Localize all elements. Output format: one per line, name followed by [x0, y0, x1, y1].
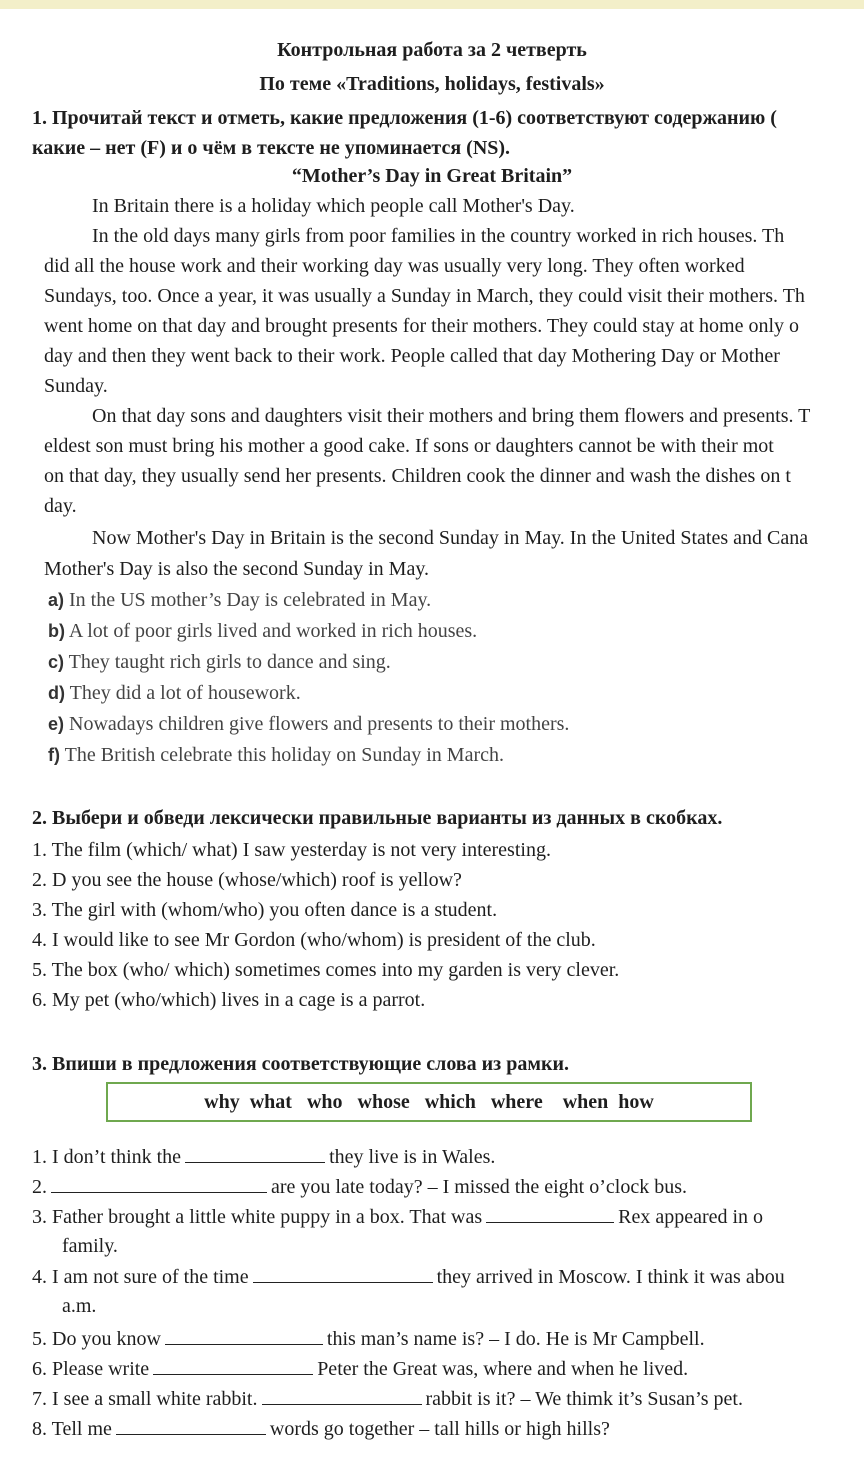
answer-blank[interactable]	[116, 1414, 266, 1435]
text-line: went home on that day and brought presents for their mothers. They could stay at home only o	[44, 315, 800, 337]
sentence-start: 5. Do you know	[32, 1328, 161, 1350]
word-box: why what who whose which where when how	[106, 1082, 752, 1122]
text-line: did all the house work and their working day was usually very long. They often worked	[44, 255, 745, 277]
text-line: Sundays, too. Once a year, it was usually a Sunday in March, they could visit their mothers. Th	[44, 285, 805, 307]
answer-blank[interactable]	[253, 1262, 433, 1283]
statement-letter: b)	[48, 621, 65, 641]
task3-item	[32, 1324, 705, 1353]
statement-letter: a)	[48, 590, 65, 610]
statement-f	[48, 741, 504, 769]
text-line: Sunday.	[44, 375, 108, 397]
text-line: Now Mother's Day in Britain is the second Sunday in May. In the United States and Cana	[92, 527, 809, 549]
task2-instruction: 2. Выбери и обведи лексически правильные варианты из данных в скобках.	[32, 807, 723, 829]
statement-text: They did a lot of housework.	[69, 682, 301, 704]
text-line: On that day sons and daughters visit their mothers and bring them flowers and presents. T	[92, 405, 811, 427]
text-line: In the old days many girls from poor families in the country worked in rich houses. Th	[92, 225, 785, 247]
task3-item	[32, 1202, 763, 1231]
sentence-end: they arrived in Moscow. I think it was abou	[436, 1266, 785, 1288]
text-line: day and then they went back to their work. People called that day Mothering Day or Mother	[44, 345, 780, 367]
task3-item	[32, 1354, 688, 1383]
text-line: on that day, they usually send her presents. Children cook the dinner and wash the dishes on t	[44, 465, 791, 487]
task3-item	[32, 1384, 743, 1413]
answer-blank[interactable]	[486, 1202, 614, 1223]
sentence-end: Rex appeared in o	[618, 1206, 764, 1228]
sentence-start: 8. Tell me	[32, 1418, 112, 1440]
task3-item	[32, 1262, 785, 1291]
task2-item: 6. My pet (who/which) lives in a cage is a parrot.	[32, 989, 426, 1011]
statement-c	[48, 648, 391, 676]
statement-text: In the US mother’s Day is celebrated in May.	[69, 589, 432, 611]
sentence-start: 2.	[32, 1176, 47, 1198]
text-line: eldest son must bring his mother a good cake. If sons or daughters cannot be with their mot	[44, 435, 774, 457]
answer-blank[interactable]	[153, 1354, 313, 1375]
sentence-end: words go together – tall hills or high hills?	[269, 1418, 610, 1440]
answer-blank[interactable]	[165, 1324, 323, 1345]
statement-d	[48, 679, 301, 707]
sentence-start: 6. Please write	[32, 1358, 150, 1380]
answer-blank[interactable]	[185, 1142, 325, 1163]
task1-instruction-cont: какие – нет (F) и о чём в тексте не упоминается (NS).	[32, 137, 511, 159]
worksheet-topic: По теме «Traditions, holidays, festivals»	[259, 73, 605, 95]
task2-item: 5. The box (who/ which) sometimes comes into my garden is very clever.	[32, 959, 620, 981]
sentence-end: rabbit is it? – We thimk it’s Susan’s pet.	[425, 1388, 743, 1410]
statement-letter: c)	[48, 652, 65, 672]
task3-item-cont: family.	[62, 1235, 118, 1257]
statement-letter: e)	[48, 714, 65, 734]
task3-instruction: 3. Впиши в предложения соответствующие слова из рамки.	[32, 1053, 570, 1075]
task2-item: 3. The girl with (whom/who) you often dance is a student.	[32, 899, 498, 921]
statement-e	[48, 710, 569, 738]
worksheet-title: Контрольная работа за 2 четверть	[277, 39, 587, 61]
statement-text: They taught rich girls to dance and sing.	[68, 651, 391, 673]
task3-item	[32, 1172, 687, 1201]
text-line: day.	[44, 495, 77, 517]
task3-item-cont: a.m.	[62, 1295, 97, 1317]
sentence-end: Peter the Great was, where and when he lived.	[317, 1358, 689, 1380]
task2-item: 1. The film (which/ what) I saw yesterday is not very interesting.	[32, 839, 551, 861]
sentence-end: they live is in Wales.	[329, 1146, 496, 1168]
sentence-start: 1. I don’t think the	[32, 1146, 182, 1168]
task2-item: 2. D you see the house (whose/which) roof is yellow?	[32, 869, 462, 891]
task1-instruction: 1. Прочитай текст и отметь, какие предложения (1-6) соответствуют содержанию (	[32, 107, 777, 129]
statement-text: A lot of poor girls lived and worked in rich houses.	[68, 620, 478, 642]
statement-a	[48, 586, 431, 614]
statement-letter: d)	[48, 683, 65, 703]
task3-item	[32, 1142, 495, 1171]
statement-text: Nowadays children give flowers and presents to their mothers.	[69, 713, 570, 735]
sentence-start: 7. I see a small white rabbit.	[32, 1388, 258, 1410]
statement-letter: f)	[48, 745, 60, 765]
sentence-end: are you late today? – I missed the eight o’clock bus.	[271, 1176, 687, 1198]
answer-blank[interactable]	[51, 1172, 267, 1193]
statement-b	[48, 617, 477, 645]
text-line: Mother's Day is also the second Sunday in May.	[44, 558, 430, 580]
sentence-start: 4. I am not sure of the time	[32, 1266, 249, 1288]
task3-item	[32, 1414, 610, 1443]
sentence-end: this man’s name is? – I do. He is Mr Campbell.	[326, 1328, 705, 1350]
text-title: “Mother’s Day in Great Britain”	[291, 165, 573, 187]
statement-text: The British celebrate this holiday on Sunday in March.	[64, 744, 504, 766]
task2-item: 4. I would like to see Mr Gordon (who/whom) is president of the club.	[32, 929, 596, 951]
text-line: In Britain there is a holiday which people call Mother's Day.	[92, 195, 575, 217]
sentence-start: 3. Father brought a little white puppy in a box. That was	[32, 1206, 483, 1228]
answer-blank[interactable]	[262, 1384, 422, 1405]
